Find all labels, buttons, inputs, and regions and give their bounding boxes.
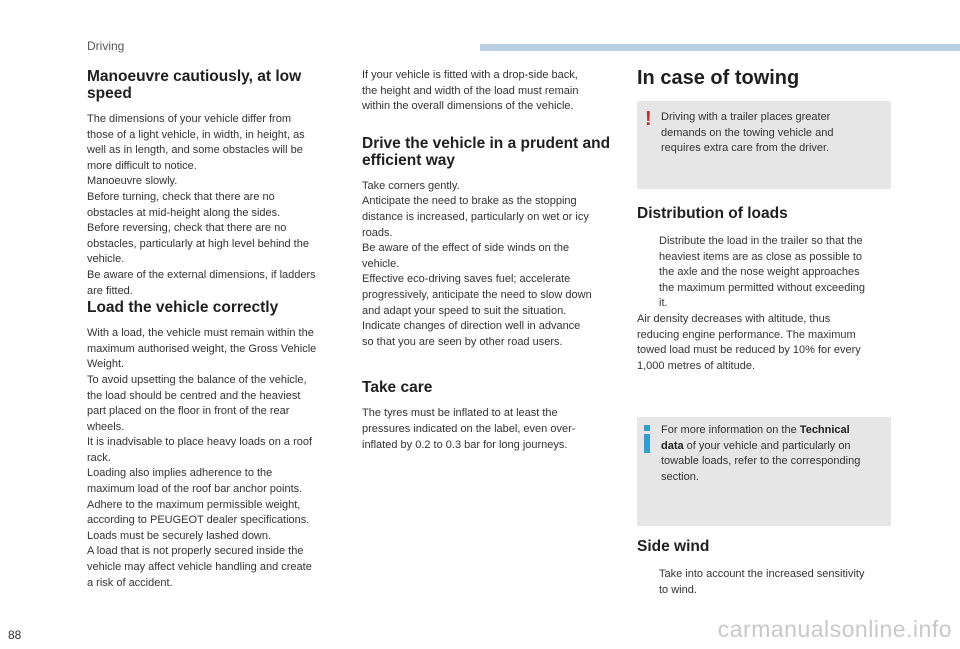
section-side-wind bbox=[637, 538, 891, 598]
text-line: maximum authorised weight, the Gross Vehicle bbox=[87, 342, 317, 355]
text-line: and adapt your speed to suit the situation. bbox=[362, 304, 567, 317]
text-line: so that you are seen by other road users. bbox=[362, 335, 563, 348]
text-line: reducing engine performance. The maximum bbox=[637, 328, 856, 341]
text-line: the height and width of the load must remain bbox=[362, 84, 579, 97]
text-line: vehicle. bbox=[362, 257, 400, 270]
text-line: it. bbox=[659, 297, 668, 310]
text-line: Loading also implies adherence to the bbox=[87, 467, 273, 480]
text-line: Before turning, check that there are no bbox=[87, 190, 275, 203]
text-line: more difficult to notice. bbox=[87, 159, 197, 172]
text-line: Air density decreases with altitude, thus bbox=[637, 312, 831, 325]
paragraph-take-care bbox=[362, 406, 618, 453]
heading-take-care: Take care bbox=[362, 379, 433, 397]
text-line: those of a light vehicle, in width, in height, as bbox=[87, 128, 305, 141]
heading-towing: In case of towing bbox=[637, 67, 800, 89]
warning-box bbox=[637, 101, 891, 189]
info-text bbox=[661, 423, 883, 485]
text-line: demands on the towing vehicle and bbox=[661, 126, 834, 139]
heading-side-wind: Side wind bbox=[637, 538, 710, 555]
text-line: The dimensions of your vehicle differ from bbox=[87, 113, 291, 125]
heading-manoeuvre: Manoeuvre cautiously, at low speed bbox=[87, 68, 302, 102]
text-line: Take corners gently. bbox=[362, 179, 460, 192]
text-line: obstacles, particularly at high level behind the bbox=[87, 237, 309, 250]
text-line: Effective eco-driving saves fuel; accelerate bbox=[362, 273, 571, 286]
list-item bbox=[637, 567, 891, 598]
warning-text bbox=[661, 110, 881, 157]
text-line: vehicle. bbox=[87, 253, 125, 266]
column-right bbox=[637, 66, 891, 90]
text-line: obstacles at mid-height along the sides. bbox=[87, 206, 281, 219]
text-line: maximum load of the roof bar anchor points. bbox=[87, 483, 303, 496]
text-line: the maximum permitted without exceeding bbox=[659, 281, 866, 294]
text-line bbox=[661, 423, 883, 439]
heading-load-vehicle: Load the vehicle correctly bbox=[87, 299, 279, 317]
text-line: distance is increased, particularly on wet or icy bbox=[362, 210, 589, 223]
text-line: rack. bbox=[87, 451, 111, 464]
section-label: Driving bbox=[87, 39, 125, 53]
warning-icon: ! bbox=[645, 108, 652, 130]
bullet-text bbox=[659, 234, 891, 312]
column-middle bbox=[362, 68, 618, 453]
page-number: 88 bbox=[8, 628, 22, 642]
text-line: Distribute the load in the trailer so that the bbox=[659, 235, 863, 247]
text-line: progressively, anticipate the need to slow down bbox=[362, 288, 592, 301]
text-line: the load should be centred and the heaviest bbox=[87, 389, 301, 402]
text-line: Be aware of the effect of side winds on the bbox=[362, 242, 570, 255]
text-line: well as in length, and some obstacles will be bbox=[87, 144, 303, 157]
text-line: wheels. bbox=[87, 420, 125, 433]
text-line: The tyres must be inflated to at least the bbox=[362, 407, 558, 420]
section-distribution bbox=[637, 205, 891, 374]
paragraph-drive-prudent bbox=[362, 179, 618, 351]
text-line: Anticipate the need to brake as the stopping bbox=[362, 195, 577, 208]
text-line: Weight. bbox=[87, 358, 125, 371]
text-fragment: of your vehicle and particularly on bbox=[683, 439, 851, 452]
bold-term: data bbox=[661, 439, 684, 452]
bold-term: Technical bbox=[799, 424, 850, 436]
paragraph-altitude bbox=[637, 312, 891, 374]
text-line: Take into account the increased sensitivity bbox=[659, 568, 865, 580]
text-line: Before reversing, check that there are no bbox=[87, 222, 287, 235]
text-line: section. bbox=[661, 470, 699, 483]
text-line: heaviest items are as close as possible to bbox=[659, 250, 862, 263]
text-line: A load that is not properly secured inside the bbox=[87, 545, 304, 558]
bullet-text bbox=[659, 567, 891, 598]
text-line: If your vehicle is fitted with a drop-side back, bbox=[362, 69, 578, 81]
info-icon bbox=[643, 425, 651, 453]
text-line: are fitted. bbox=[87, 284, 133, 297]
text-line: To avoid upsetting the balance of the vehicle, bbox=[87, 373, 307, 386]
text-line: the axle and the nose weight approaches bbox=[659, 266, 860, 279]
text-fragment: For more information on the bbox=[661, 424, 800, 436]
text-line: Driving with a trailer places greater bbox=[661, 111, 831, 123]
text-line: inflated by 0.2 to 0.3 bar for long journeys. bbox=[362, 438, 568, 451]
text-line: With a load, the vehicle must remain within the bbox=[87, 327, 314, 340]
text-line: to wind. bbox=[659, 583, 697, 596]
text-line: Be aware of the external dimensions, if ladders bbox=[87, 268, 316, 281]
column-left bbox=[87, 68, 339, 591]
text-line: a risk of accident. bbox=[87, 576, 173, 589]
heading-drive-prudent: Drive the vehicle in a prudent and efficient way bbox=[362, 134, 611, 169]
text-line: within the overall dimensions of the vehicle. bbox=[362, 100, 574, 113]
paragraph-load-vehicle bbox=[87, 326, 339, 591]
paragraph-drop-side bbox=[362, 68, 618, 115]
header-accent-bar bbox=[480, 44, 960, 51]
text-line bbox=[661, 439, 883, 455]
text-line: Manoeuvre slowly. bbox=[87, 175, 178, 188]
text-line: Loads must be securely lashed down. bbox=[87, 529, 272, 542]
watermark: carmanualsonline.info bbox=[717, 616, 952, 642]
heading-distribution: Distribution of loads bbox=[637, 205, 788, 222]
text-line: towable loads, refer to the corresponding bbox=[661, 455, 861, 468]
text-line: vehicle may affect vehicle handling and create bbox=[87, 561, 312, 574]
text-line: Indicate changes of direction well in advance bbox=[362, 320, 581, 333]
info-box bbox=[637, 417, 891, 526]
text-line: requires extra care from the driver. bbox=[661, 142, 830, 155]
text-line: It is inadvisable to place heavy loads on a roof bbox=[87, 436, 313, 449]
text-line: towed load must be reduced by 10% for every bbox=[637, 344, 861, 357]
text-line: according to PEUGEOT dealer specifications. bbox=[87, 514, 310, 527]
text-line: Adhere to the maximum permissible weight, bbox=[87, 498, 301, 511]
list-item bbox=[637, 234, 891, 312]
paragraph-manoeuvre bbox=[87, 112, 339, 299]
text-line: pressures indicated on the label, even over- bbox=[362, 422, 576, 435]
text-line: 1,000 metres of altitude. bbox=[637, 359, 756, 372]
text-line: roads. bbox=[362, 226, 393, 239]
text-line: part placed on the floor in front of the rear bbox=[87, 405, 290, 418]
